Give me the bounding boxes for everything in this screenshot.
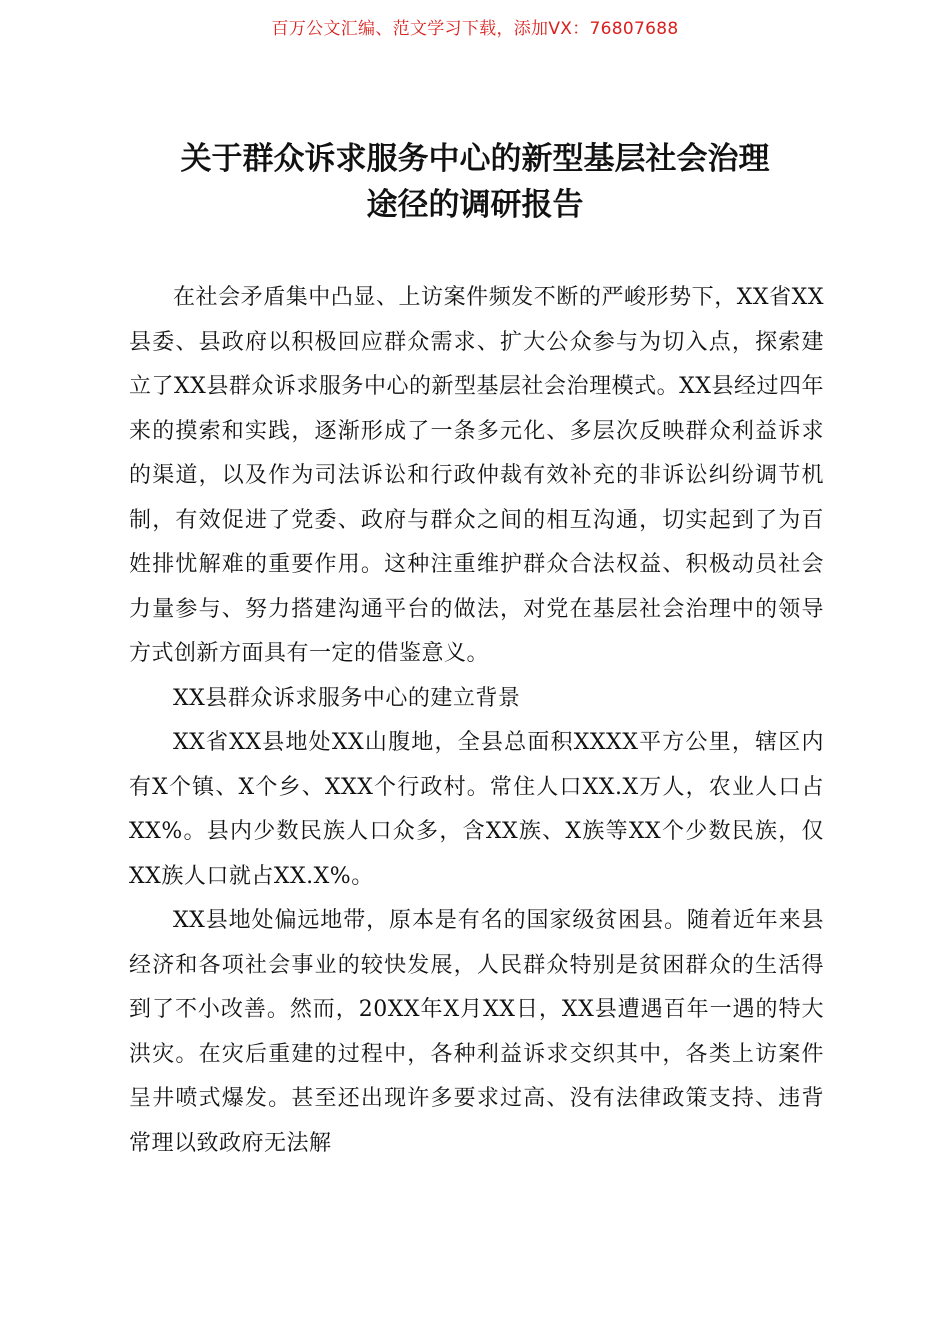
- paragraph-location: XX省XX县地处XX山腹地，全县总面积XXXX平方公里，辖区内有X个镇、X个乡、XXX个行政村。常住人口XX.X万人，农业人口占XX%。县内少数民族人口众多，含XX族、X族等XX个少数民族，仅XX族人口就占XX.X%。: [129, 730, 824, 889]
- paragraph-intro: 在社会矛盾集中凸显、上访案件频发不断的严峻形势下，XX省XX县委、县政府以积极回应群众需求、扩大公众参与为切入点，探索建立了XX县群众诉求服务中心的新型基层社会治理模式。XX县经过四年来的摸索和实践，逐渐形成了一条多元化、多层次反映群众利益诉求的渠道，以及作为司法诉讼和行政仲裁有效补充的非诉讼纠纷调节机制，有效促进了党委、政府与群众之间的相互沟通，切实起到了为百姓排忧解难的重要作用。这种注重维护群众合法权益、积极动员社会力量参与、努力搭建沟通平台的做法，对党在基层社会治理中的领导方式创新方面具有一定的借鉴意义。: [129, 285, 824, 666]
- section-heading: XX县群众诉求服务中心的建立背景: [173, 685, 521, 711]
- watermark-banner: 百万公文汇编、范文学习下载，添加VX：76807688: [271, 19, 679, 39]
- title-line-2: 途径的调研报告: [366, 187, 584, 223]
- title-line-1: 关于群众诉求服务中心的新型基层社会治理: [180, 141, 770, 177]
- document-body: [129, 276, 824, 1166]
- paragraph-background: XX县地处偏远地带，原本是有名的国家级贫困县。随着近年来县经济和各项社会事业的较快发展，人民群众特别是贫困群众的生活得到了不小改善。然而，20XX年X月XX日，XX县遭遇百年一遇的特大洪灾。在灾后重建的过程中，各种利益诉求交织其中，各类上访案件呈井喷式爆发。甚至还出现许多要求过高、没有法律政策支持、违背常理以致政府无法解: [129, 908, 824, 1156]
- document-title: [80, 136, 870, 228]
